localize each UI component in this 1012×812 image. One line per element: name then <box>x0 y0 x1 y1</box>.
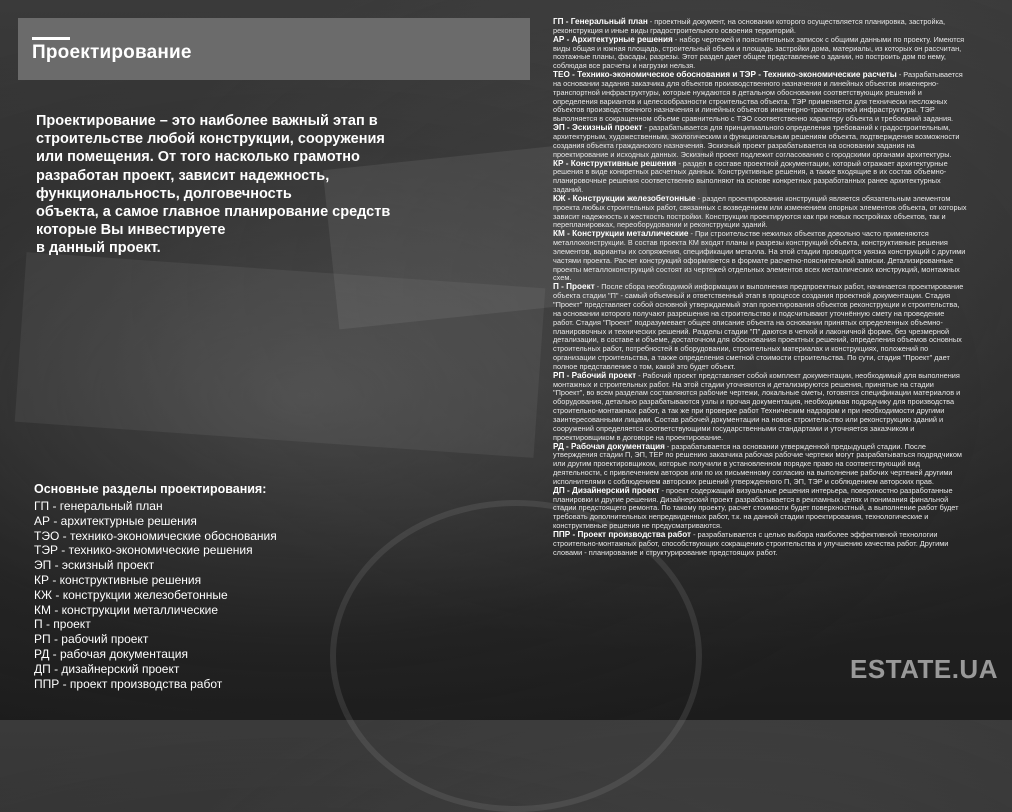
list-item: ЭП - эскизный проект <box>34 558 155 573</box>
definition-paragraph <box>553 230 967 283</box>
definition-paragraph <box>553 531 967 558</box>
watermark-logo: ESTATE.UA <box>850 654 998 684</box>
definition-paragraph <box>553 283 967 371</box>
sections-list-block <box>34 482 334 691</box>
definition-paragraph <box>553 18 967 36</box>
list-item: ГП - генеральный план <box>34 499 163 513</box>
definition-paragraph <box>553 487 967 531</box>
definition-term: ППР - Проект производства работ <box>553 529 692 539</box>
definition-term: КМ - Конструкции металлические <box>553 229 689 239</box>
list-item: АР - архитектурные решения <box>34 513 197 528</box>
definition-text: - проектный документ, на основании которого осуществляется планировка, застройка, реконструкция и иные виды градостроительного освоения территорий. <box>553 17 946 35</box>
definition-text: - набор чертежей и пояснительных записок с общими данными по проекту. Имеются виды общая и южная площадь, строительный объем и площадь застройки дома, материалы, из которых он рассчитан, поэтажные планы, фасады, разрезы. Этот раздел дает общее представление о здании, но построить дом по нему, соблюдая все расчеты и нагрузки нельзя. <box>553 34 965 71</box>
list-item: КЖ - конструкции железобетонные <box>34 587 228 602</box>
definition-text: - проект содержащий визуальные решения интерьера, поверхностно разработанные планировки и другие решения. Дизайнерский проект разрабатывается в рекламных целях и понимания финальной стадии предстоящего ремонта. По такому проекту, расчет стоимости будет поверхностный, а выполнение работ будет требовать дополнительных непредвиденных работ, т.к. на данной стадии проектирования, технологические и конструктивные решения не предусматриваются. <box>553 485 959 531</box>
definition-paragraph <box>553 124 967 159</box>
definition-term: РД - Рабочая документация <box>553 441 665 451</box>
intro-line: объекта, а самое главное планирование средств <box>36 204 391 221</box>
intro-line: или помещения. От того насколько грамотно <box>36 149 360 166</box>
definition-text: - разрабатывается для принципиального определения требований к градостроительным, архитектурным, художественным, экологическим и функциональным решениям объекта, подтверждения возможности создания объекта гражданского назначения. Эскизный проект разрабатывается на основании задания на проектирование и исходных данных. Эскизный проект подлежит согласованию с городскими органами архитектуры. <box>553 123 960 159</box>
definition-paragraph <box>553 372 967 443</box>
definition-term: КЖ - Конструкции железобетонные <box>553 193 696 203</box>
definition-text: - После сбора необходимой информации и выполнения предпроектных работ, начинается проектирование объекта стадии "П" - самый объемный и ответственный этап в процессе создания проектной документации. Стадия "Проект" представляет собой основной утверждаемый этап проектирования объектов реконструкции и строительства, на основании которого получают разрешения на строительство и подсчитывают уточнённую смету на проведение работ. Стадия "Проект" подразумевает общее описание объекта на основании принятых определенных объемно-планировочных и технических решений. Разделы стадии "П" даются в четкой и лаконичной форме, без чрезмерной детализации, в составе и объеме, достаточном для обоснования проектных решений, определения объемов основных строительных работ, потребностей в оборудовании, строительных материалах и конструкциях, положений по организации строительства, а также определения сметной стоимости строительства. По сути, стадия "Проект" дает полное представление о том, какой это будет объект. <box>553 282 964 371</box>
intro-paragraph <box>36 112 486 258</box>
intro-line: строительстве любой конструкции, сооружения <box>36 131 385 148</box>
intro-line: функциональность, долговечность <box>36 185 292 202</box>
intro-line: Проектирование – это наиболее важный этап в <box>36 113 378 129</box>
definition-term: ГП - Генеральный план <box>553 17 648 26</box>
list-item: РП - рабочий проект <box>34 632 149 647</box>
sections-list <box>34 499 334 691</box>
title-accent-bar <box>32 37 70 40</box>
list-item: РД - рабочая документация <box>34 646 188 661</box>
sections-heading: Основные разделы проектирования: <box>34 482 267 496</box>
intro-line: в данный проект. <box>36 240 161 257</box>
list-item: КР - конструктивные решения <box>34 572 202 587</box>
background-drawing-sheet <box>15 252 546 458</box>
definition-text: - Рабочий проект представляет собой комплект документации, необходимый для выполнения монтажных и строительных работ. На этой стадии уточняются и детализируются решения, принятые на стадии "Проект", во всем разделам составляются рабочие чертежи, локальные сметы, готовятся спецификации материалов и оборудования, детально разрабатываются узлы и прочая документация, необходимая подрядчику для производства строительно-монтажных работ, а так же при проверке работ Техническим надзором и при необходимости другими заинтересованными лицами. Состав рабочей документации на новое строительство или реконструкцию зданий и сооружений определяется соответствующими государственными стандартами и уточняется заказчиком и проектировщиком в договоре на проектирование. <box>553 370 961 442</box>
list-item: ДП - дизайнерский проект <box>34 661 180 676</box>
definitions-column <box>553 18 967 557</box>
definition-term: П - Проект <box>553 282 595 292</box>
definition-paragraph <box>553 36 967 71</box>
list-item: П - проект <box>34 617 91 632</box>
definition-paragraph <box>553 71 967 124</box>
list-item: ППР - проект производства работ <box>34 676 223 691</box>
definition-text: - раздел в составе проектной документации, который отражает архитектурные решения в виде конкретных расчетных данных. Конструктивные решения, а также входящие в их состав объемно-планировочные решения соответственно выполняют на основе конкретных разработанных ранее архитектурных заданий. <box>553 158 948 195</box>
page-title: Проектирование <box>32 42 192 63</box>
list-item: ТЭО - технико-экономические обоснования <box>34 528 277 543</box>
definition-paragraph <box>553 195 967 230</box>
definition-term: РП - Рабочий проект <box>553 370 637 380</box>
definition-text: - разрабатывается на основании утвержденной предыдущей стадии. После утверждения стадии П, ЭП, ТЕР по решению заказчика рабочая рабочие чертежи могут разрабатываться подрядчиком или другим проектировщиком, которые получили в установленном порядке право на соответствующий вид деятельности, с привлечением авторов или по их письменному согласию на выполнение рабочих чертежей другими исполнителями с соблюдением авторских решений утвержденного П, ЭП, ТЭР и соблюдением авторских прав. <box>553 441 962 486</box>
definition-text: - При строительстве нежилых объектов довольно часто применяются металлоконструкции. В состав проекта КМ входят планы и разрезы конструкций объекта, конструктивные решения элементов, варианты их сопряжения, спецификации металла. На этой стадии проводится увязка конструкций с другими частями проекта. Расчет конструкций оформляется в формате расчетно-пояснительной записки. Детализированные проекты металлоконструкций состоят из чертежей отдельных элементов всех металлических конструкций, монтажных схем. <box>553 229 966 283</box>
title-panel <box>18 18 530 80</box>
intro-line: которые Вы инвестируете <box>36 222 226 239</box>
definition-text: - раздел проектирования конструкций является обязательным элементом проекта любых строительных работ, связанных с возведением или изменением опорных элементов объекта, от которых зависит надежность и жесткость постройки. Конструкции проектируются как при новых постройках объектов, так и перепланировках, переоборудовании и реконструкции зданий. <box>553 193 967 230</box>
definition-term: ТЕО - Технико-экономическое обоснования и ТЭР - Технико-экономические расчеты <box>553 70 897 80</box>
list-item: ТЭР - технико-экономические решения <box>34 543 253 558</box>
definition-paragraph <box>553 443 967 487</box>
definition-paragraph <box>553 160 967 195</box>
definition-term: ДП - Дизайнерский проект <box>553 485 660 495</box>
list-item: КМ - конструкции металлические <box>34 602 219 617</box>
definition-term: ЭП - Эскизный проект <box>553 123 643 133</box>
definition-term: АР - Архитектурные решения <box>553 34 673 44</box>
definition-term: КР - Конструктивные решения <box>553 158 677 168</box>
definition-text: - Разрабатывается на основании задания заказчика для объектов производственного назначения и линейных объектов инженерно-транспортной инфраструктуры, которые нуждаются в детальном обосновании соответствующих решений и определения вариантов и целесообразности строительства объекта. ТЭР применяется для технически несложных объектов производственного назначения и линейных объектов инженерно-транспортной инфраструктуры. ТЭР выполняется в сокращенном объеме сравнительно с ТЭО соответственно характеру объекта и требований задания. <box>553 70 963 124</box>
definition-text: - разрабатывается с целью выбора наиболее эффективной технологии строительно-монтажных работ, способствующих сокращению строительства и улучшению качества работ. Другими словами - планирование и структурирование предстоящих работ. <box>553 529 949 557</box>
intro-line: разработан проект, зависит надежность, <box>36 167 330 184</box>
